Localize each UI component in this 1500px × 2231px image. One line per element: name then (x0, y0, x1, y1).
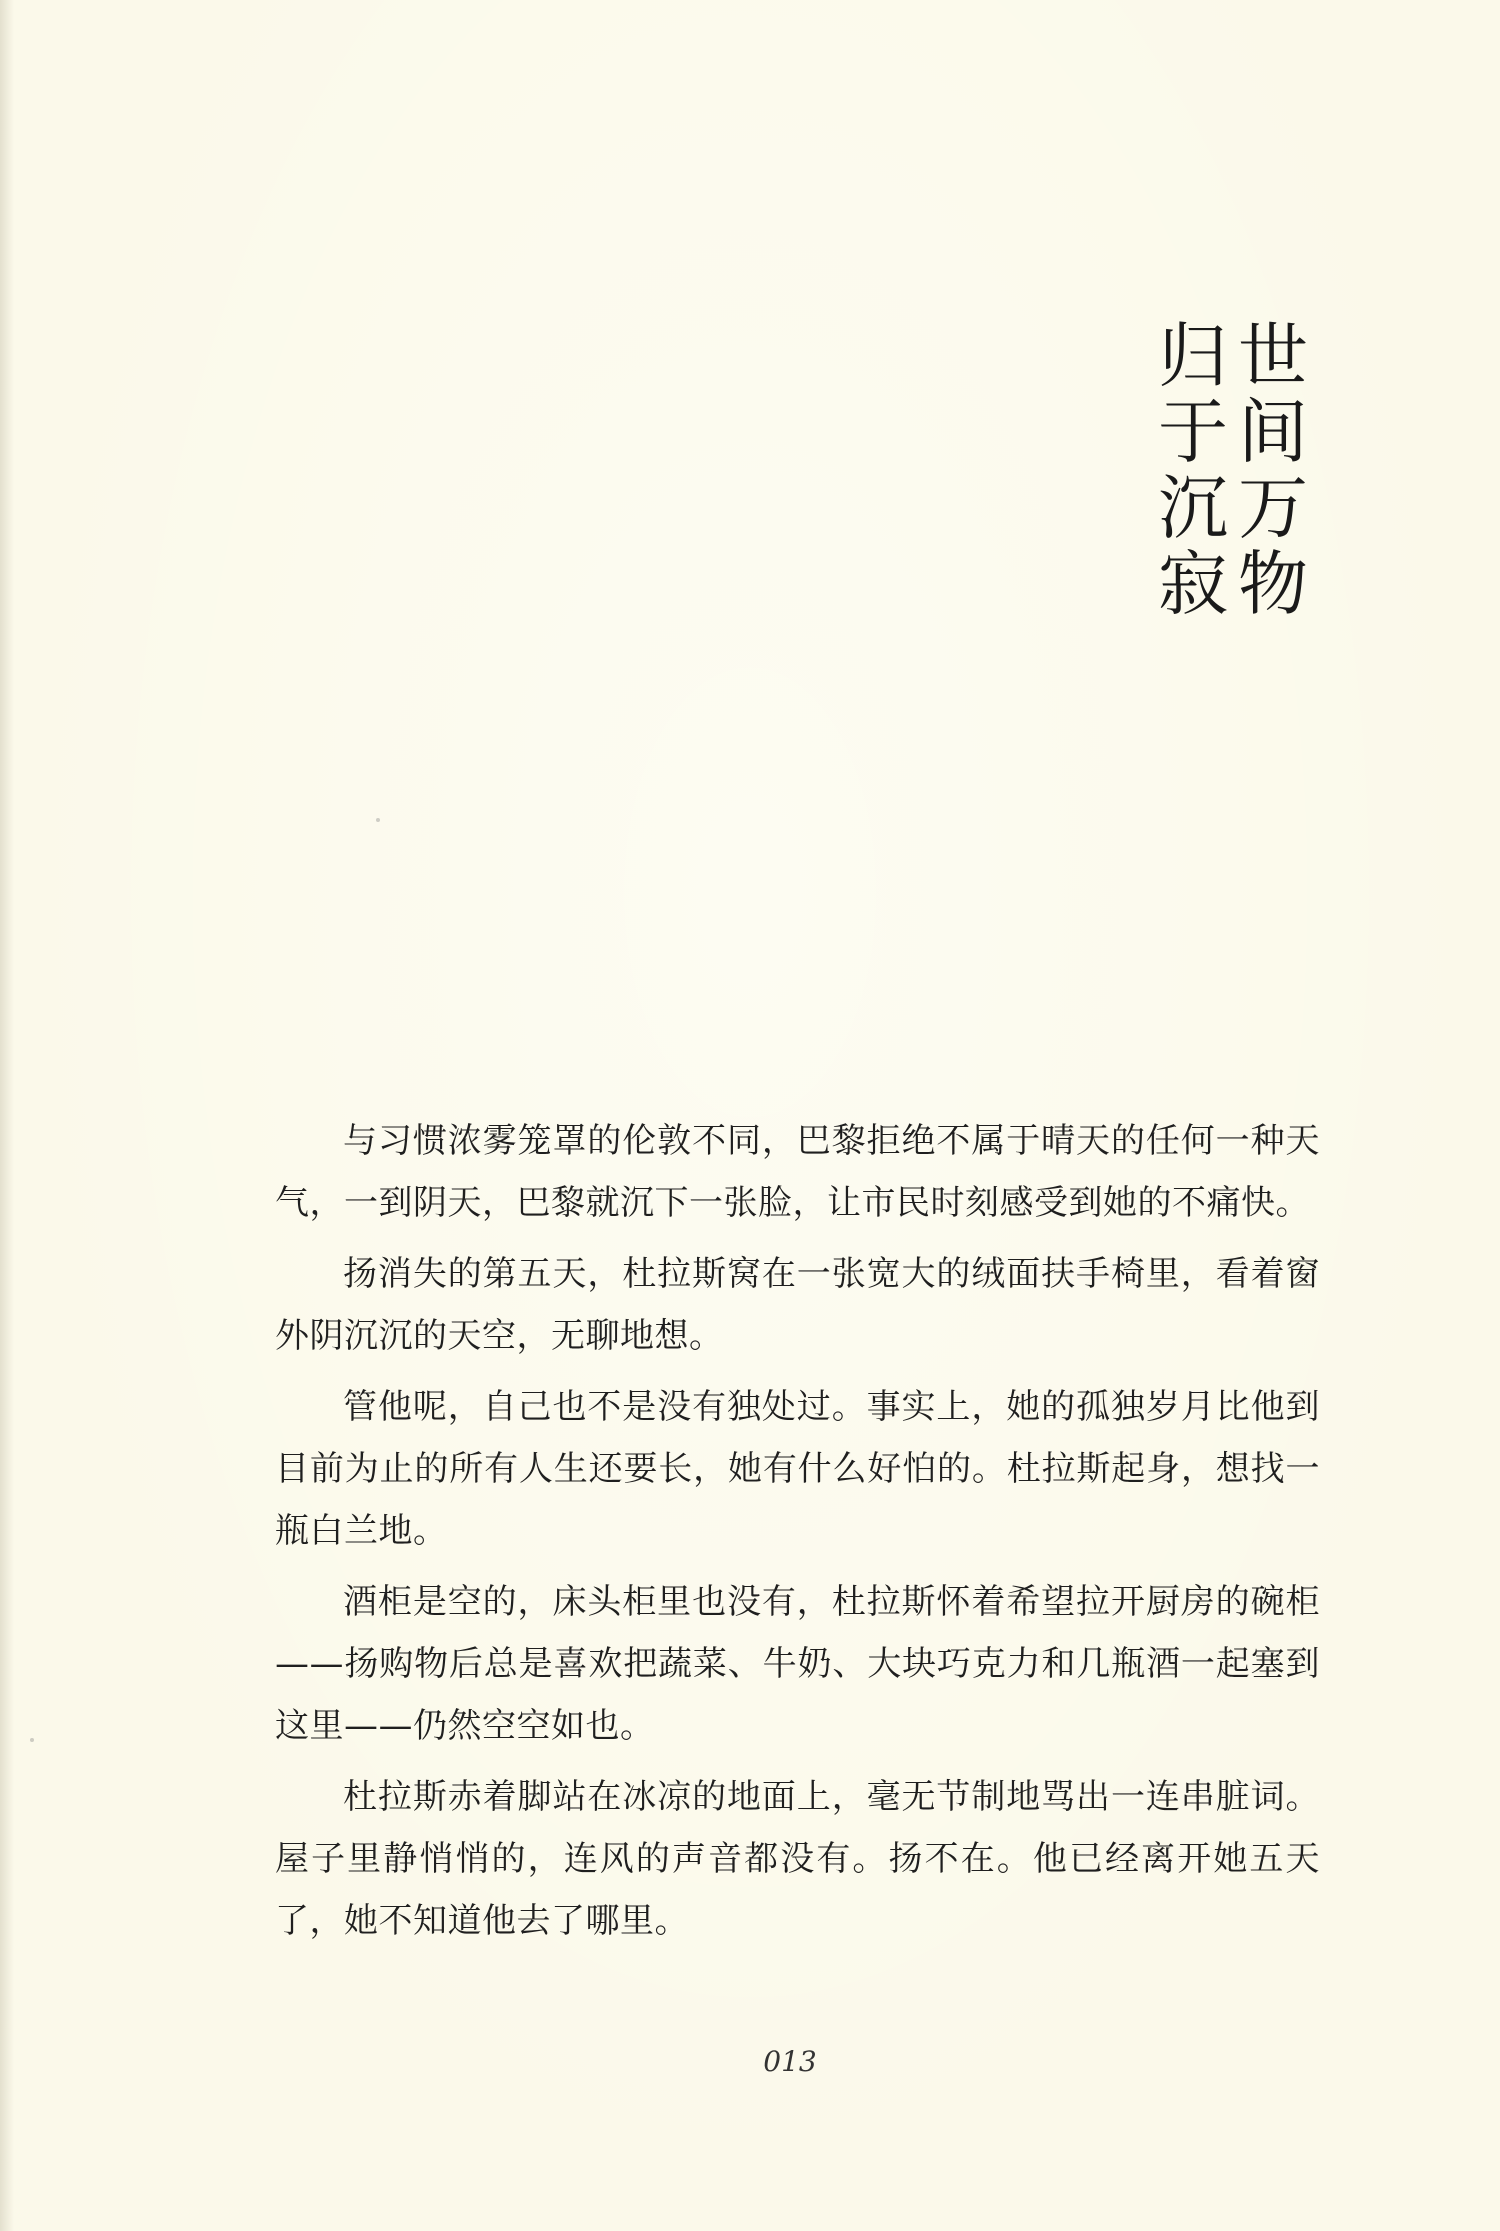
chapter-title (1155, 315, 1315, 628)
paragraph: 扬消失的第五天，杜拉斯窝在一张宽大的绒面扶手椅里，看着窗外阴沉沉的天空，无聊地想。 (275, 1254, 1320, 1356)
paragraph: 与习惯浓雾笼罩的伦敦不同，巴黎拒绝不属于晴天的任何一种天气，一到阴天，巴黎就沉下一张脸，让市民时刻感受到她的不痛快。 (275, 1121, 1320, 1223)
chapter-title-column-left: 归于沉寂 (1158, 315, 1228, 625)
page-number: 013 (763, 2045, 817, 2078)
chapter-title-column-right: 世间万物 (1238, 315, 1308, 625)
paragraph: 管他呢，自己也不是没有独处过。事实上，她的孤独岁月比他到目前为止的所有人生还要长，她有什么好怕的。杜拉斯起身，想找一瓶白兰地。 (275, 1387, 1320, 1551)
paper-speck (376, 818, 380, 822)
paragraph: 杜拉斯赤着脚站在冰凉的地面上，毫无节制地骂出一连串脏词。屋子里静悄悄的，连风的声音都没有。扬不在。他已经离开她五天了，她不知道他去了哪里。 (275, 1777, 1320, 1941)
paragraph: 酒柜是空的，床头柜里也没有，杜拉斯怀着希望拉开厨房的碗柜——扬购物后总是喜欢把蔬菜、牛奶、大块巧克力和几瓶酒一起塞到这里——仍然空空如也。 (275, 1582, 1320, 1746)
binding-shadow (0, 0, 14, 2231)
body-text (275, 1110, 1320, 1961)
paper-speck (30, 1738, 34, 1742)
